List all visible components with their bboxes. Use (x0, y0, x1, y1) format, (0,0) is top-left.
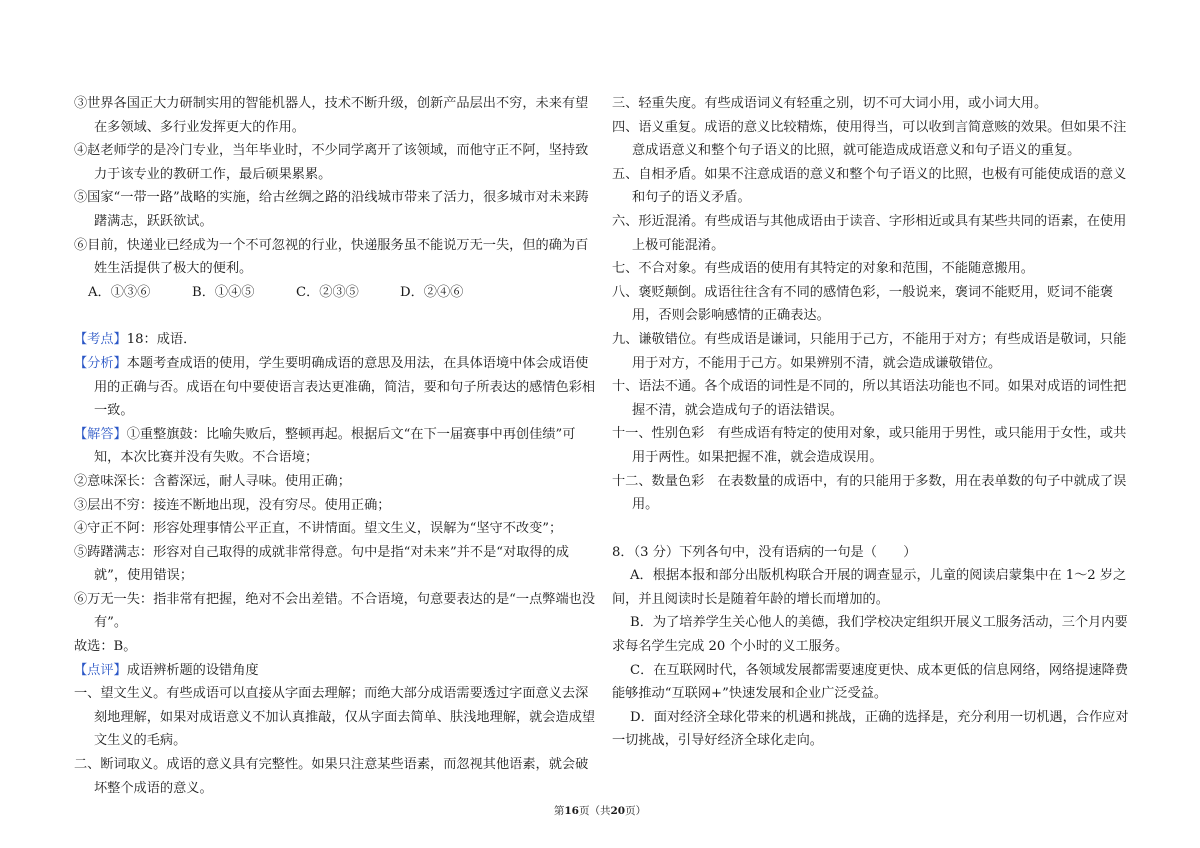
error-type-item: 二、断词取义。成语的意义具有完整性。如果只注意某些语素，而忽视其他语素，就会破坏整个成语的意义。 (74, 757, 589, 796)
fenxi-label: 【分析】 (74, 355, 127, 371)
jieda-text: ①重整旗鼓：比喻失败后，整顿再起。根据后文“在下一届赛事中再创佳绩”可知，本次比赛并没有失败。不合语境； (94, 426, 576, 466)
error-type-item: 七、不合对象。有些成语的使用有其特定的对象和范围，不能随意搬用。 (612, 261, 1034, 277)
error-type-item: 九、谦敬错位。有些成语是谦词，只能用于己方，不能用于对方；有些成语是敬词，只能用于对方，不能用于己方。如果辨别不清，就会造成谦敬错位。 (612, 331, 1127, 371)
error-type-item: 一、望文生义。有些成语可以直接从字面去理解；而绝大部分成语需要透过字面意义去深刻地理解，如果对成语意义不加认真推敲，仅从字面去简单、肤浅地理解，就会造成望文生义的毛病。 (74, 686, 596, 749)
footer-prefix: 第 (553, 805, 565, 817)
page-number: 16 (564, 805, 579, 817)
dianping-label: 【点评】 (74, 662, 127, 678)
error-type-item: 四、语义重复。成语的意义比较精炼，使用得当，可以收到言简意赅的效果。但如果不注意成语意义和整个句子语义的比照，就可能造成成语意义和句子语义的重复。 (612, 119, 1127, 159)
error-type-item: 三、轻重失度。有些成语词义有轻重之别，切不可大词小用，或小词大用。 (612, 96, 1048, 111)
left-column (74, 92, 596, 800)
choice-d: D．②④⑥ (400, 284, 464, 300)
question-item: ③世界各国正大力研制实用的智能机器人，技术不断升级，创新产品层出不穷，未来有望在多领域、多行业发挥更大的作用。 (74, 96, 589, 135)
jieda-item: ③层出不穷：接连不断地出现，没有穷尽。使用正确； (74, 497, 391, 513)
jieda-label: 【解答】 (74, 426, 127, 442)
error-type-item: 六、形近混淆。有些成语与其他成语由于读音、字形相近或具有某些共同的语素，在使用上极可能混淆。 (612, 213, 1127, 253)
jieda-item: ④守正不阿：形容处理事情公平正直，不讲情面。望文生义，误解为“坚守不改变”； (74, 521, 563, 537)
question-item: ⑥目前，快递业已经成为一个不可忽视的行业，快递服务虽不能说万无一失，但的确为百姓生活提供了极大的便利。 (74, 237, 589, 277)
error-type-item: 十二、数量色彩 在表数量的成语中，有的只能用于多数，用在表单数的句子中就成了误用。 (612, 473, 1127, 513)
kaodian-label: 【考点】 (74, 332, 127, 348)
fenxi-text: 本题考查成语的使用，学生要明确成语的意思及用法，在具体语境中体会成语使用的正确与否。成语在句中要使语言表达更准确，简洁，要和句子所表达的感情色彩相一致。 (94, 355, 596, 419)
dianping-section (74, 659, 596, 683)
page-footer (0, 803, 1200, 818)
q8-option-c: C．在互联网时代，各领域发展都需要速度更快、成本更低的信息网络，网络提速降费能够推动“互联网+”快速发展和企业广泛受益。 (612, 662, 1129, 702)
q8-option-d: D．面对经济全球化带来的机遇和挑战，正确的选择是，充分利用一切机遇，合作应对一切挑战，引导好经济全球化走向。 (612, 709, 1129, 749)
fenxi-section (74, 352, 596, 423)
choice-a: A．①③⑥ (88, 284, 151, 300)
q8-option-b: B．为了培养学生关心他人的美德，我们学校决定组织开展义工服务活动，三个月内要求每名学生完成 20 个小时的义工服务。 (612, 615, 1128, 655)
question-8-stem: 8．（3 分）下列各句中，没有语病的一句是（ ） (612, 544, 917, 560)
answer-choices (74, 281, 596, 305)
dianping-text: 成语辨析题的设错角度 (126, 662, 259, 678)
question-item: ⑤国家“一带一路”战略的实施，给古丝绸之路的沿线城市带来了活力，很多城市对未来踌躇满志，跃跃欲试。 (74, 190, 589, 229)
total-pages: 20 (610, 805, 626, 817)
choice-b: B．①④⑤ (192, 284, 255, 300)
q8-option-a: A．根据本报和部分出版机构联合开展的调查显示，儿童的阅读启蒙集中在 1～2 岁之间，并且阅读时长是随着年龄的增长而增加的。 (612, 568, 1127, 607)
answer-line: 故选：B。 (74, 639, 137, 655)
error-type-item: 五、自相矛盾。如果不注意成语的意义和整个句子语义的比照，也极有可能使成语的意义和句子的语义矛盾。 (612, 166, 1127, 206)
right-column (612, 92, 1134, 753)
jieda-section (74, 423, 596, 470)
footer-middle: 页（共 (579, 805, 611, 817)
jieda-item: ②意味深长：含蓄深远，耐人寻味。使用正确； (74, 473, 351, 489)
kaodian-section (74, 328, 596, 352)
error-type-item: 十一、性别色彩 有些成语有特定的使用对象，或只能用于男性，或只能用于女性，或共用于两性。如果把握不准，就会造成误用。 (612, 426, 1127, 465)
jieda-item: ⑤踌躇满志：形容对自己取得的成就非常得意。句中是指“对未来”并不是“对取得的成就”，使用错误； (74, 544, 569, 584)
question-item: ④赵老师学的是冷门专业，当年毕业时，不少同学离开了该领域，而他守正不阿，坚持致力于该专业的教研工作，最后硕果累累。 (74, 143, 589, 182)
error-type-item: 八、褒贬颠倒。成语往往含有不同的感情色彩，一般说来，褒词不能贬用，贬词不能褒用，否则会影响感情的正确表达。 (612, 284, 1114, 324)
jieda-item: ⑥万无一失：指非常有把握，绝对不会出差错。不合语境，句意要表达的是“一点弊端也没有”。 (74, 591, 596, 631)
footer-suffix: 页） (625, 805, 647, 817)
choice-c: C．②③⑤ (296, 284, 359, 300)
error-type-item: 十、语法不通。各个成语的词性是不同的，所以其语法功能也不同。如果对成语的词性把握不清，就会造成句子的语法错误。 (612, 379, 1127, 418)
kaodian-text: 18：成语． (126, 332, 197, 348)
